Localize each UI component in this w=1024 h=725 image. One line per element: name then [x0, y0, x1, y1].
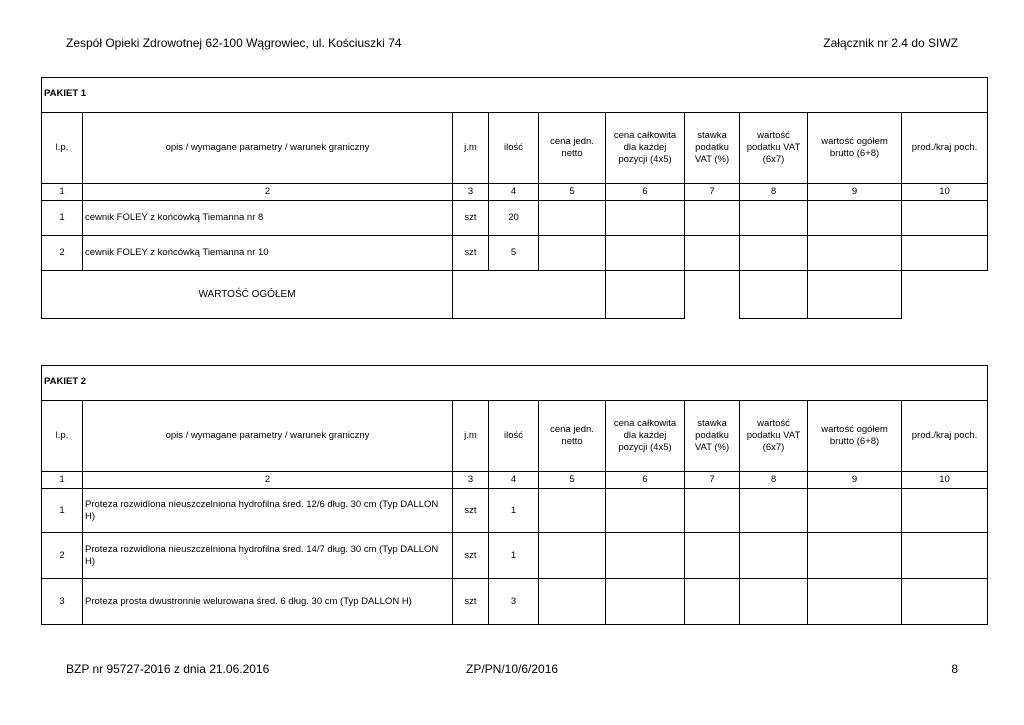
col-header-cena-calk: cena całkowita dla każdej pozycji (4x5)	[606, 113, 685, 184]
col-header-stawka: stawka podatku VAT (%)	[685, 401, 740, 472]
col-number: 4	[489, 472, 539, 489]
total-wart-ogolem	[808, 271, 902, 319]
total-cena-calk	[606, 271, 685, 319]
cell-wart-ogolem	[808, 236, 902, 271]
col-header-cena: cena jedn. netto	[539, 113, 606, 184]
cell-cena	[539, 579, 606, 625]
cell-stawka	[685, 579, 740, 625]
cell-wart-vat	[740, 201, 808, 236]
cell-cena-calk	[606, 201, 685, 236]
col-header-ilosc: ilość	[489, 401, 539, 472]
col-header-prod: prod./kraj poch.	[902, 113, 988, 184]
total-label: WARTOŚĆ OGÓŁEM	[42, 271, 453, 319]
col-number: 9	[808, 472, 902, 489]
document-header-left: Zespół Opieki Zdrowotnej 62-100 Wągrowiec, ul. Kościuszki 74	[66, 36, 402, 50]
cell-lp: 2	[42, 533, 83, 579]
cell-stawka	[685, 533, 740, 579]
cell-ilosc: 20	[489, 201, 539, 236]
table-header-row	[42, 113, 988, 184]
cell-stawka	[685, 201, 740, 236]
table-row	[42, 489, 988, 533]
cell-jm: szt	[453, 579, 489, 625]
total-empty	[453, 271, 606, 319]
cell-wart-ogolem	[808, 489, 902, 533]
document-footer-center: ZP/PN/10/6/2016	[466, 662, 559, 676]
col-number: 3	[453, 184, 489, 201]
pakiet-title: PAKIET 2	[42, 366, 988, 401]
pakiet-title: PAKIET 1	[42, 78, 988, 113]
col-number: 7	[685, 184, 740, 201]
cell-wart-vat	[740, 579, 808, 625]
col-header-cena-calk: cena całkowita dla każdej pozycji (4x5)	[606, 401, 685, 472]
col-number: 1	[42, 472, 83, 489]
cell-prod	[902, 533, 988, 579]
col-number: 5	[539, 472, 606, 489]
cell-opis: Proteza prosta dwustronnie welurowana śred. 6 dług. 30 cm (Typ DALLON H)	[83, 579, 453, 625]
cell-ilosc: 5	[489, 236, 539, 271]
col-header-prod: prod./kraj poch.	[902, 401, 988, 472]
col-header-opis: opis / wymagane parametry / warunek graniczny	[83, 401, 453, 472]
cell-jm: szt	[453, 201, 489, 236]
cell-cena-calk	[606, 236, 685, 271]
total-row	[42, 271, 988, 319]
cell-ilosc: 1	[489, 489, 539, 533]
table-row	[42, 201, 988, 236]
document-header-right: Załącznik nr 2.4 do SIWZ	[823, 36, 958, 50]
col-header-wart-ogolem: wartość ogółem brutto (6+8)	[808, 113, 902, 184]
col-header-stawka: stawka podatku VAT (%)	[685, 113, 740, 184]
col-number: 10	[902, 184, 988, 201]
cell-stawka	[685, 236, 740, 271]
cell-prod	[902, 201, 988, 236]
table-row	[42, 236, 988, 271]
cell-ilosc: 3	[489, 579, 539, 625]
cell-lp: 3	[42, 579, 83, 625]
cell-lp: 1	[42, 201, 83, 236]
col-number: 5	[539, 184, 606, 201]
col-header-lp: l.p.	[42, 113, 83, 184]
cell-cena	[539, 236, 606, 271]
total-gap	[902, 271, 988, 319]
page-number: 8	[951, 662, 958, 676]
col-header-ilosc: ilość	[489, 113, 539, 184]
col-number: 6	[606, 184, 685, 201]
col-number: 4	[489, 184, 539, 201]
cell-prod	[902, 489, 988, 533]
col-number: 6	[606, 472, 685, 489]
table-header-row	[42, 401, 988, 472]
cell-jm: szt	[453, 489, 489, 533]
col-header-wart-vat: wartość podatku VAT (6x7)	[740, 113, 808, 184]
cell-wart-ogolem	[808, 201, 902, 236]
cell-opis: Proteza rozwidlona nieuszczelniona hydrofilna śred. 14/7 dług. 30 cm (Typ DALLON H)	[83, 533, 453, 579]
cell-opis: Proteza rozwidlona nieuszczelniona hydrofilna śred. 12/6 dług. 30 cm (Typ DALLON H)	[83, 489, 453, 533]
cell-prod	[902, 579, 988, 625]
cell-cena	[539, 201, 606, 236]
col-number: 1	[42, 184, 83, 201]
col-header-jm: j.m	[453, 401, 489, 472]
cell-cena-calk	[606, 489, 685, 533]
cell-ilosc: 1	[489, 533, 539, 579]
cell-jm: szt	[453, 533, 489, 579]
column-number-row	[42, 472, 988, 489]
cell-lp: 2	[42, 236, 83, 271]
col-number: 2	[83, 184, 453, 201]
col-number: 3	[453, 472, 489, 489]
cell-wart-vat	[740, 489, 808, 533]
cell-jm: szt	[453, 236, 489, 271]
col-header-wart-ogolem: wartość ogółem brutto (6+8)	[808, 401, 902, 472]
col-header-opis: opis / wymagane parametry / warunek graniczny	[83, 113, 453, 184]
document-footer-left: BZP nr 95727-2016 z dnia 21.06.2016	[66, 662, 270, 676]
col-number: 10	[902, 472, 988, 489]
cell-cena	[539, 489, 606, 533]
pakiet-1-table	[41, 77, 988, 319]
col-header-lp: l.p.	[42, 401, 83, 472]
col-header-wart-vat: wartość podatku VAT (6x7)	[740, 401, 808, 472]
col-number: 2	[83, 472, 453, 489]
cell-opis: cewnik FOLEY z końcówką Tiemanna nr 10	[83, 236, 453, 271]
cell-lp: 1	[42, 489, 83, 533]
cell-wart-ogolem	[808, 533, 902, 579]
table-row	[42, 533, 988, 579]
cell-cena	[539, 533, 606, 579]
column-number-row	[42, 184, 988, 201]
total-gap	[685, 271, 740, 319]
col-header-jm: j.m	[453, 113, 489, 184]
col-number: 8	[740, 472, 808, 489]
col-number: 9	[808, 184, 902, 201]
cell-prod	[902, 236, 988, 271]
cell-wart-vat	[740, 236, 808, 271]
cell-cena-calk	[606, 533, 685, 579]
cell-stawka	[685, 489, 740, 533]
cell-opis: cewnik FOLEY z końcówką Tiemanna nr 8	[83, 201, 453, 236]
pakiet-2-table	[41, 365, 988, 625]
col-header-cena: cena jedn. netto	[539, 401, 606, 472]
cell-wart-vat	[740, 533, 808, 579]
table-row	[42, 579, 988, 625]
col-number: 8	[740, 184, 808, 201]
cell-wart-ogolem	[808, 579, 902, 625]
col-number: 7	[685, 472, 740, 489]
total-wart-vat	[740, 271, 808, 319]
cell-cena-calk	[606, 579, 685, 625]
